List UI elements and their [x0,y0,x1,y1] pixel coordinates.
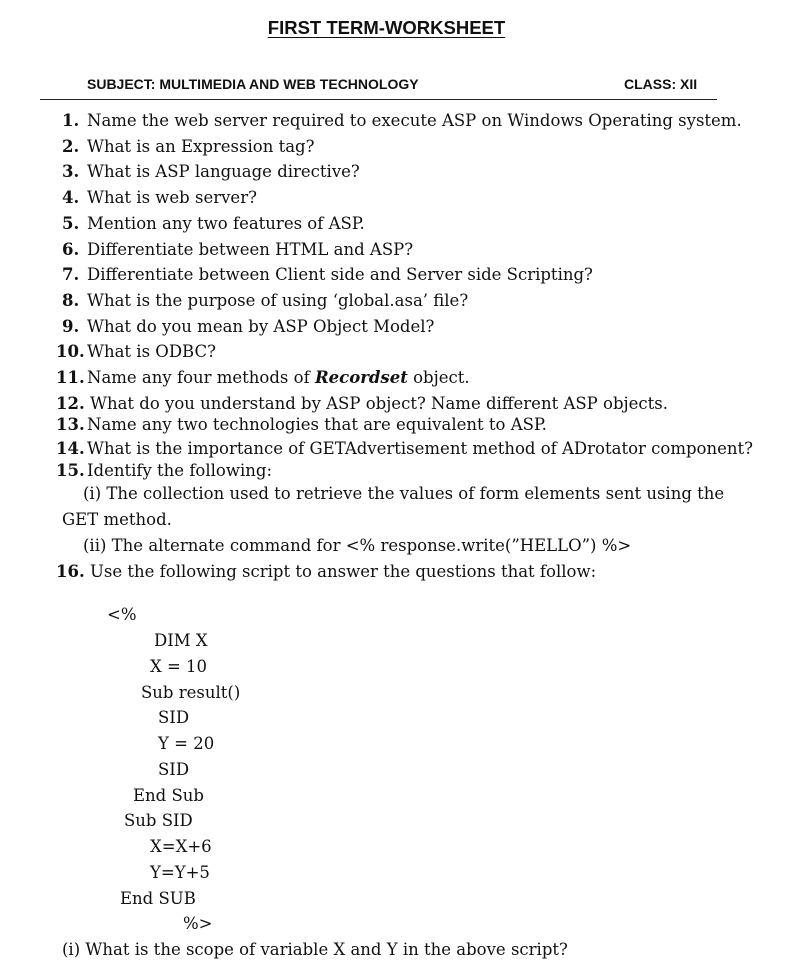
script-line: End Sub [133,786,204,805]
subject-label: SUBJECT: MULTIMEDIA AND WEB TECHNOLOGY [87,76,419,92]
question-text: Name any four methods of Recordset object. [87,368,470,387]
script-line: SID [158,760,190,779]
question-text: What do you understand by ASP object? Name different ASP objects. [90,394,668,413]
question-15-part-ii: (ii) The alternate command for <% response.write(”HELLO”) %> [83,536,632,555]
question-number: 15. [56,461,85,480]
script-line: X = 10 [150,657,208,676]
question-number: 13. [56,415,85,434]
question-number: 12. [56,394,85,413]
question-number: 7. [62,265,80,284]
question-text: Name any two technologies that are equivalent to ASP. [87,415,547,434]
script-line: Sub result() [141,683,241,702]
question-text: Differentiate between HTML and ASP? [87,240,414,259]
question-number: 10. [56,342,85,361]
question-text: Name the web server required to execute ASP on Windows Operating system. [87,111,742,130]
question-number: 8. [62,291,80,310]
question-text: What do you mean by ASP Object Model? [87,317,435,336]
question-15-part-i-continued: GET method. [62,510,172,529]
question-text: Differentiate between Client side and Server side Scripting? [87,265,593,284]
question-text: What is ASP language directive? [87,162,360,181]
question-text: What is web server? [87,188,257,207]
question-text: What is the purpose of using ‘global.asa’ file? [87,291,469,310]
script-line: <% [107,605,137,624]
script-line: Sub SID [124,811,193,830]
question-number: 1. [62,111,80,130]
question-text: What is the importance of GETAdvertisement method of ADrotator component? [87,439,753,458]
question-number: 9. [62,317,80,336]
script-line: X=X+6 [150,837,212,856]
question-number: 6. [62,240,80,259]
class-label: CLASS: XII [624,76,698,92]
script-line: %> [183,914,213,933]
script-line: End SUB [120,889,196,908]
question-text: Mention any two features of ASP. [87,214,365,233]
worksheet-title: FIRST TERM-WORKSHEET [267,17,506,38]
question-number: 11. [56,368,85,387]
question-number: 16. [56,562,85,581]
question-text: Identify the following: [87,461,272,480]
header-divider [40,99,717,100]
script-line: Y = 20 [158,734,215,753]
question-text: What is ODBC? [87,342,216,361]
question-number: 5. [62,214,80,233]
question-number: 14. [56,439,85,458]
question-text: What is an Expression tag? [87,137,315,156]
script-line: SID [158,708,190,727]
question-number: 2. [62,137,80,156]
question-15-part-i: (i) The collection used to retrieve the values of form elements sent using the [83,484,725,503]
question-number: 3. [62,162,80,181]
question-text: Use the following script to answer the questions that follow: [90,562,597,581]
script-line: Y=Y+5 [150,863,210,882]
question-number: 4. [62,188,80,207]
question-16-part-i: (i) What is the scope of variable X and Y in the above script? [62,940,568,959]
script-line: DIM X [154,631,208,650]
emphasized-term: Recordset [314,368,408,387]
